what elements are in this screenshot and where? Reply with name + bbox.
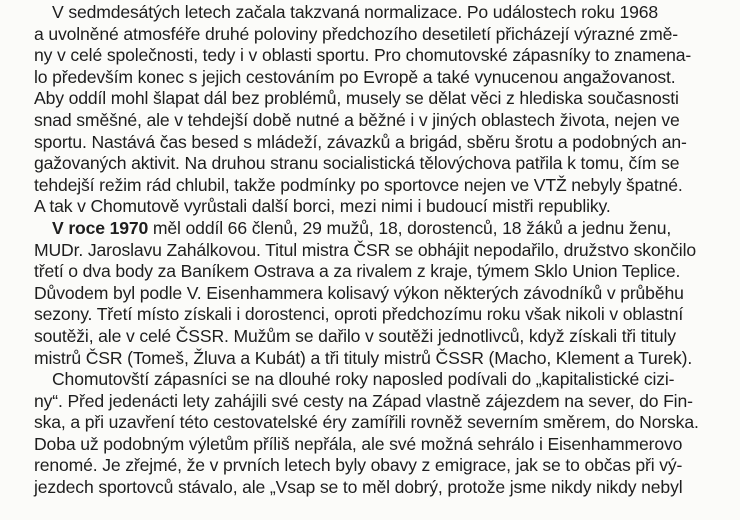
text-line: ska, a při uzavření této cestovatelské éry zamířili rovněž severním směrem, do Norska. <box>34 412 699 433</box>
highlight-year: V roce 1970 <box>52 217 149 238</box>
paragraph-year-1970 <box>34 218 730 369</box>
paragraph-capitalist-abroad <box>34 369 730 499</box>
text-line: a uvolněné atmosféře druhé poloviny předchozího desetiletí přicházejí výrazné změ- <box>34 23 678 44</box>
text-line: Doba už podobným výletům příliš nepřála, ale své možná sehrálo i Eisenhammerovo <box>34 433 683 454</box>
text-line: tehdejší režim rád chlubil, takže podmínky po sportovce nejen ve VTŽ nebyly špatné. <box>34 174 683 195</box>
text-line: MUDr. Jaroslavu Zahálkovou. Titul mistra ČSR se obhájit nepodařilo, družstvo skončilo <box>34 239 696 260</box>
text-line: soutěži, ale v celé ČSSR. Mužům se dařilo v soutěži jednotlivců, když získali tři tituly <box>34 325 676 346</box>
text-line: Chomutovští zápasníci se na dlouhé roky naposled podívali do „kapitalistické cizi- <box>52 369 675 390</box>
text-line: jezdech sportovců stávalo, ale „Vsap se to měl dobrý, protože jsme nikdy nikdy nebyl <box>34 477 683 498</box>
text-line: A tak v Chomutově vyrůstali další borci, mezi nimi i budoucí mistři republiky. <box>34 196 611 217</box>
text-line: ny v celé společnosti, tedy i v oblasti sportu. Pro chomutovské zápasníky to znamena- <box>34 45 692 66</box>
text-line: V sedmdesátých letech začala takzvaná normalizace. Po událostech roku 1968 <box>52 2 659 22</box>
text-line: renomé. Je zřejmé, že v prvních letech byly obavy z emigrace, jak se to občas při vý- <box>34 455 683 476</box>
text-line <box>34 218 730 240</box>
text-line: Aby oddíl mohl šlapat dál bez problémů, musely se dělat věci z hlediska současnosti <box>34 88 679 109</box>
text-line: gažovaných aktivit. Na druhou stranu socialistická tělovýchova patřila k tomu, čím se <box>34 153 680 174</box>
text-line: ny“. Před jedenácti lety zahájili své cesty na Západ vlastně zájezdem na sever, do Fin- <box>34 390 693 411</box>
text-line: Důvodem byl podle V. Eisenhammera kolisavý výkon některých závodníků v průběhu <box>34 282 684 303</box>
text-fragment: měl oddíl 66 členů, 29 mužů, 18, dorostenců, 18 žáků a jednu ženu, <box>148 217 672 238</box>
text-line: lo především konec s jejich cestováním po Evropě a také vynucenou angažovanost. <box>34 66 676 87</box>
paragraph-normalization <box>34 2 730 218</box>
text-line: sezony. Třetí místo získali i dorostenci, oproti předchozímu roku však nikoli v oblastní <box>34 304 684 325</box>
text-line: mistrů ČSR (Tomeš, Žluva a Kubát) a tři tituly mistrů ČSSR (Macho, Klement a Turek). <box>34 347 693 368</box>
text-line: snad směšné, ale v tehdejší době nutné a běžné i v jiných oblastech života, nejen ve <box>34 109 680 130</box>
text-line: třetí o dva body za Baníkem Ostrava a za rivalem z kraje, týmem Sklo Union Teplice. <box>34 261 681 282</box>
text-line: sportu. Nastává čas besed s mládeží, závazků a brigád, sběru šrotu a podobných an- <box>34 131 687 152</box>
